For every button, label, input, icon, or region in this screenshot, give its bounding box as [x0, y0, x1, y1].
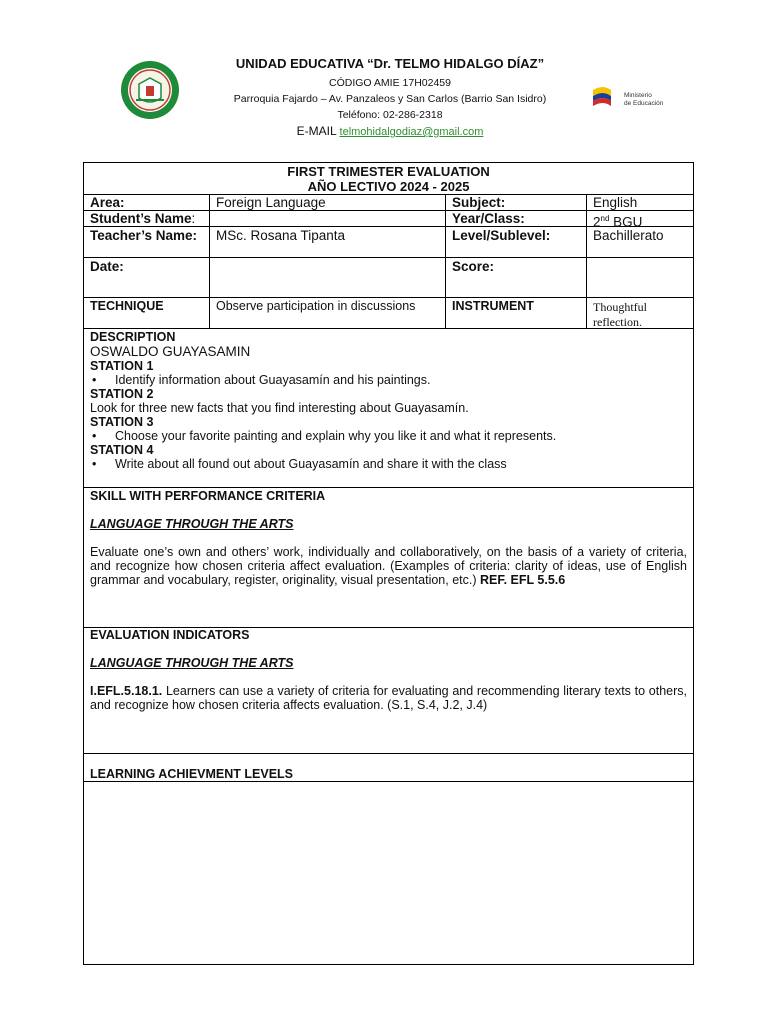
date-value[interactable] — [210, 258, 446, 297]
area-label: Area: — [84, 195, 210, 210]
score-value[interactable] — [587, 258, 693, 297]
email-label: E-MAIL — [296, 124, 340, 138]
year-class-label: Year/Class: — [446, 211, 587, 226]
score-label: Score: — [446, 258, 587, 297]
date-row — [84, 258, 693, 298]
year-class-value: 2nd BGU — [593, 214, 643, 230]
technique-label: TECHNIQUE — [84, 298, 210, 328]
indicators-label: EVALUATION INDICATORS — [90, 628, 250, 642]
learning-label: LEARNING ACHIEVMENT LEVELS — [90, 767, 294, 781]
technique-row — [84, 298, 693, 329]
learning-header — [84, 754, 693, 782]
form-title-row — [84, 163, 693, 195]
skill-label: SKILL WITH PERFORMANCE CRITERIA — [90, 489, 326, 503]
amie-code: CÓDIGO AMIE 17H02459 — [329, 77, 451, 89]
indicators-subheading: LANGUAGE THROUGH THE ARTS — [90, 656, 294, 670]
teacher-row — [84, 227, 693, 258]
student-name-label: Student’s Name — [90, 211, 192, 226]
station-3-item: • Choose your favorite painting and explain why you like it and what it represents. — [92, 429, 557, 443]
teacher-value: MSc. Rosana Tipanta — [210, 227, 446, 257]
station-4-label: STATION 4 — [90, 443, 154, 457]
indicators-section — [84, 628, 693, 754]
school-logo — [120, 60, 180, 120]
form-title: FIRST TRIMESTER EVALUATION — [287, 164, 490, 179]
student-row — [84, 211, 693, 230]
skill-text: Evaluate one’s own and others’ work, individually and collaboratively, on the basis of a variety of criteria, and recognize how chosen criteria affect evaluation. (Examples of criteria: clarity of ideas, use of English grammar and vocabulary, register, originality, visual presentation, etc.) REF. EFL 5.5.6 — [90, 545, 687, 587]
teacher-label: Teacher’s Name: — [84, 227, 210, 257]
indicators-text: I.EFL.5.18.1. Learners can use a variety of criteria for evaluating and recommending literary texts to others, and recognize how chosen criteria affects evaluation. (S.1, S.4, J.2, J.4) — [90, 684, 687, 712]
student-name-value[interactable] — [210, 211, 446, 226]
evaluation-form — [83, 162, 694, 965]
student-name-cell — [84, 211, 210, 226]
school-address: Parroquia Fajardo – Av. Panzaleos y San Carlos (Barrio San Isidro) — [233, 93, 547, 105]
school-year: AÑO LECTIVO 2024 - 2025 — [307, 179, 470, 194]
school-phone: Teléfono: 02-286-2318 — [337, 109, 443, 121]
level-label: Level/Sublevel: — [446, 227, 587, 257]
station-2-text: Look for three new facts that you find interesting about Guayasamín. — [90, 401, 469, 415]
area-value: Foreign Language — [210, 195, 446, 210]
station-4-item: • Write about all found out about Guayasamín and share it with the class — [92, 457, 507, 471]
email-link[interactable]: telmohidalgodiaz@gmail.com — [339, 126, 484, 138]
skill-section — [84, 488, 693, 628]
skill-subheading: LANGUAGE THROUGH THE ARTS — [90, 517, 294, 531]
station-1-label: STATION 1 — [90, 359, 154, 373]
description-section — [84, 329, 693, 488]
school-name: UNIDAD EDUCATIVA “Dr. TELMO HIDALGO DÍAZ” — [235, 56, 545, 71]
subject-label: Subject: — [446, 195, 587, 210]
description-label: DESCRIPTION — [90, 330, 176, 344]
student-name-colon: : — [191, 211, 196, 226]
ministry-logo-text-2: de Educación — [624, 100, 664, 107]
skill-ref: REF. EFL 5.5.6 — [480, 573, 566, 587]
subject-value: English — [593, 195, 638, 210]
station-2-label: STATION 2 — [90, 387, 154, 401]
letterhead — [180, 56, 600, 140]
technique-value: Observe participation in discussions — [210, 298, 446, 328]
learning-levels-area[interactable] — [84, 782, 693, 963]
indicator-code: I.EFL.5.18.1. — [90, 684, 163, 698]
ministry-logo — [591, 84, 671, 112]
instrument-label: INSTRUMENT — [446, 298, 587, 328]
email-line — [180, 123, 600, 140]
description-subject: OSWALDO GUAYASAMIN — [90, 344, 251, 359]
level-value: Bachillerato — [593, 228, 664, 243]
area-row — [84, 195, 693, 211]
ministry-logo-text-1: Ministerio — [624, 92, 652, 99]
station-1-item: • Identify information about Guayasamín and his paintings. — [92, 373, 431, 387]
station-3-label: STATION 3 — [90, 415, 154, 429]
date-label: Date: — [84, 258, 210, 297]
instrument-value: Thoughtful reflection. — [593, 300, 647, 329]
